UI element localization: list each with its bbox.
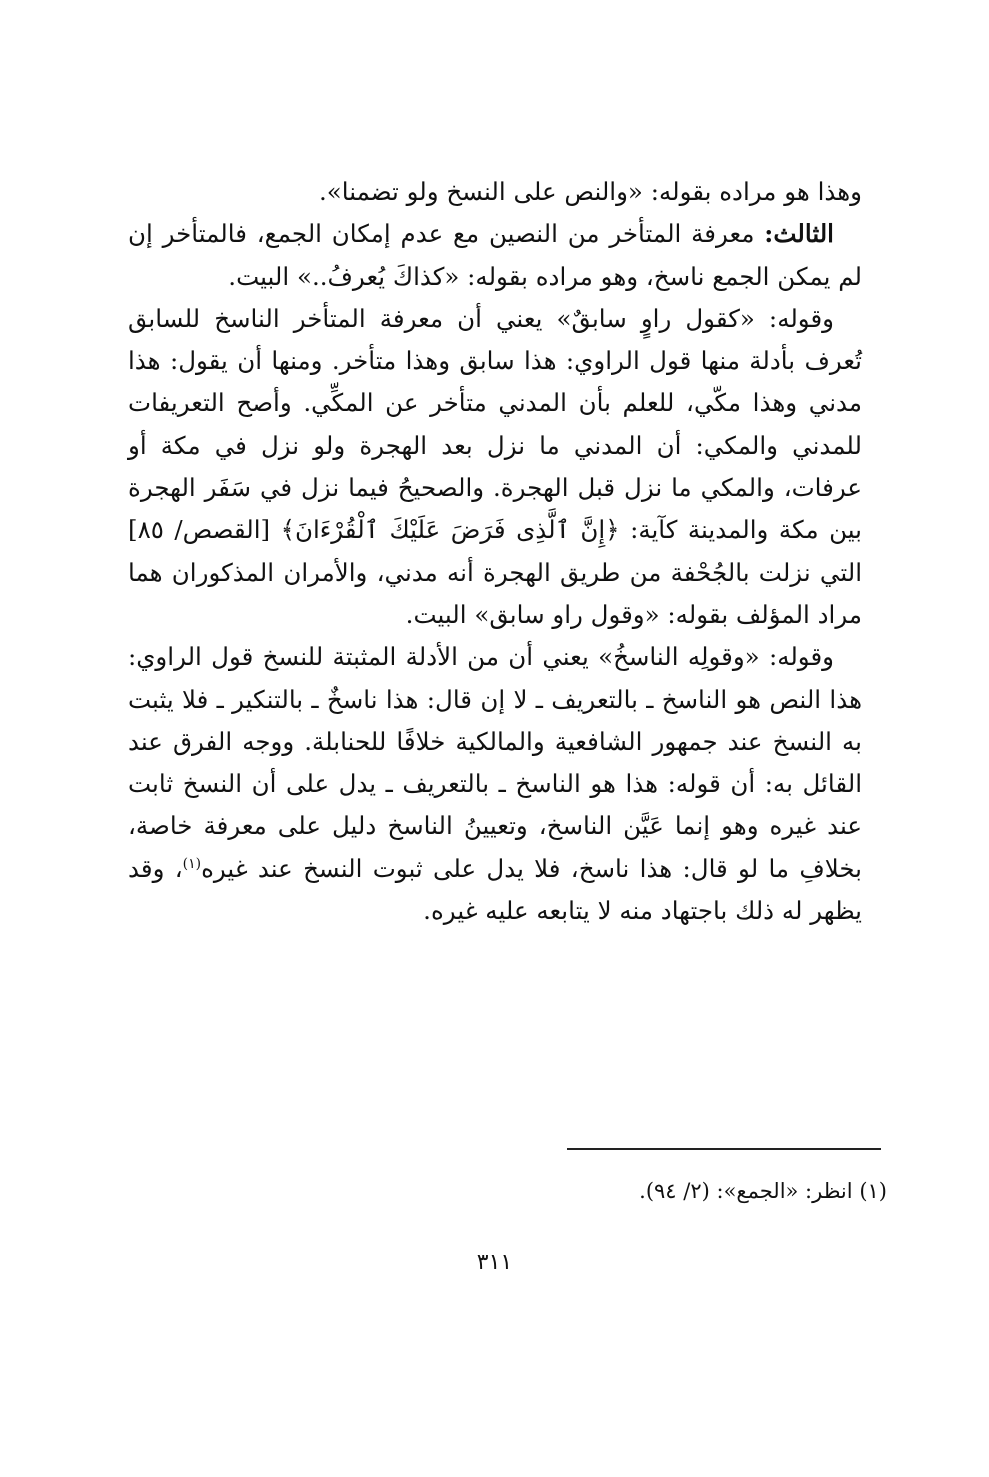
paragraph-2 xyxy=(128,213,862,298)
footnote-text: انظر: «الجمع»: (٢/ ٩٤). xyxy=(639,1179,853,1203)
paragraph-4 xyxy=(128,636,862,932)
footnote xyxy=(287,1176,887,1206)
footnote-number: (١) xyxy=(859,1179,887,1203)
paragraph-3-text: وقوله: «كقول راوٍ سابقٌ» يعني أن معرفة المتأخر الناسخ للسابق تُعرف بأدلة منها قول الراوي: هذا سابق وهذا متأخر. ومنها أن يقول: هذا مدني وهذا مكّي، للعلم بأن المدني متأخر عن المكِّي. وأصح التعريفات للمدني والمكي: أن المدني ما نزل بعد الهجرة ولو نزل في مكة أو عرفات، والمكي ما نزل قبل الهجرة. والصحيحُ فيما نزل في سَفَر الهجرة بين مكة والمدينة كآية: ﴿إِنَّ ٱلَّذِى فَرَضَ عَلَيْكَ ٱلْقُرْءَانَ﴾ [القصص/ ٨٥] التي نزلت بالجُحْفة من طريق الهجرة أنه مدني، والأمران المذكوران هما مراد المؤلف بقوله: «وقول راو سابق» البيت. xyxy=(128,303,862,629)
paragraph-2-lead: الثالث: xyxy=(764,219,834,249)
main-text xyxy=(128,171,862,932)
paragraph-1 xyxy=(128,171,862,213)
paragraph-1-text: وهذا هو مراده بقوله: «والنص على النسخ ولو تضمنا». xyxy=(318,177,862,206)
paragraph-4-after: ، وقد يظهر له ذلك باجتهاد منه لا يتابعه عليه غيره. xyxy=(128,853,862,926)
paragraph-3 xyxy=(128,298,862,636)
paragraph-2-text: معرفة المتأخر من النصين مع عدم إمكان الجمع، فالمتأخر إن لم يمكن الجمع ناسخ، وهو مراده بقوله: «كذاكَ يُعرفُ..» البيت. xyxy=(128,219,862,291)
paragraph-4-text: وقوله: «وقولِه الناسخُ» يعني أن من الأدلة المثبتة للنسخ قول الراوي: هذا النص هو الناسخ ـ بالتعريف ـ لا إن قال: هذا ناسخٌ ـ بالتنكير ـ فلا يثبت به النسخ عند جمهور الشافعية والمالكية خلافًا للحنابلة. ووجه الفرق عند القائل به: أن قوله: هذا هو الناسخ ـ بالتعريف ـ يدل على أن النسخ ثابت عند غيره وهو إنما عَيَّن الناسخ، وتعيينُ الناسخ دليل على معرفة خاصة، بخلافِ ما لو قال: هذا ناسخ، فلا يدل على ثبوت النسخ عند غيره xyxy=(128,642,862,883)
page-number: ٣١١ xyxy=(476,1250,513,1275)
footnote-divider xyxy=(567,1148,881,1150)
footnote-reference: (١) xyxy=(182,855,202,872)
